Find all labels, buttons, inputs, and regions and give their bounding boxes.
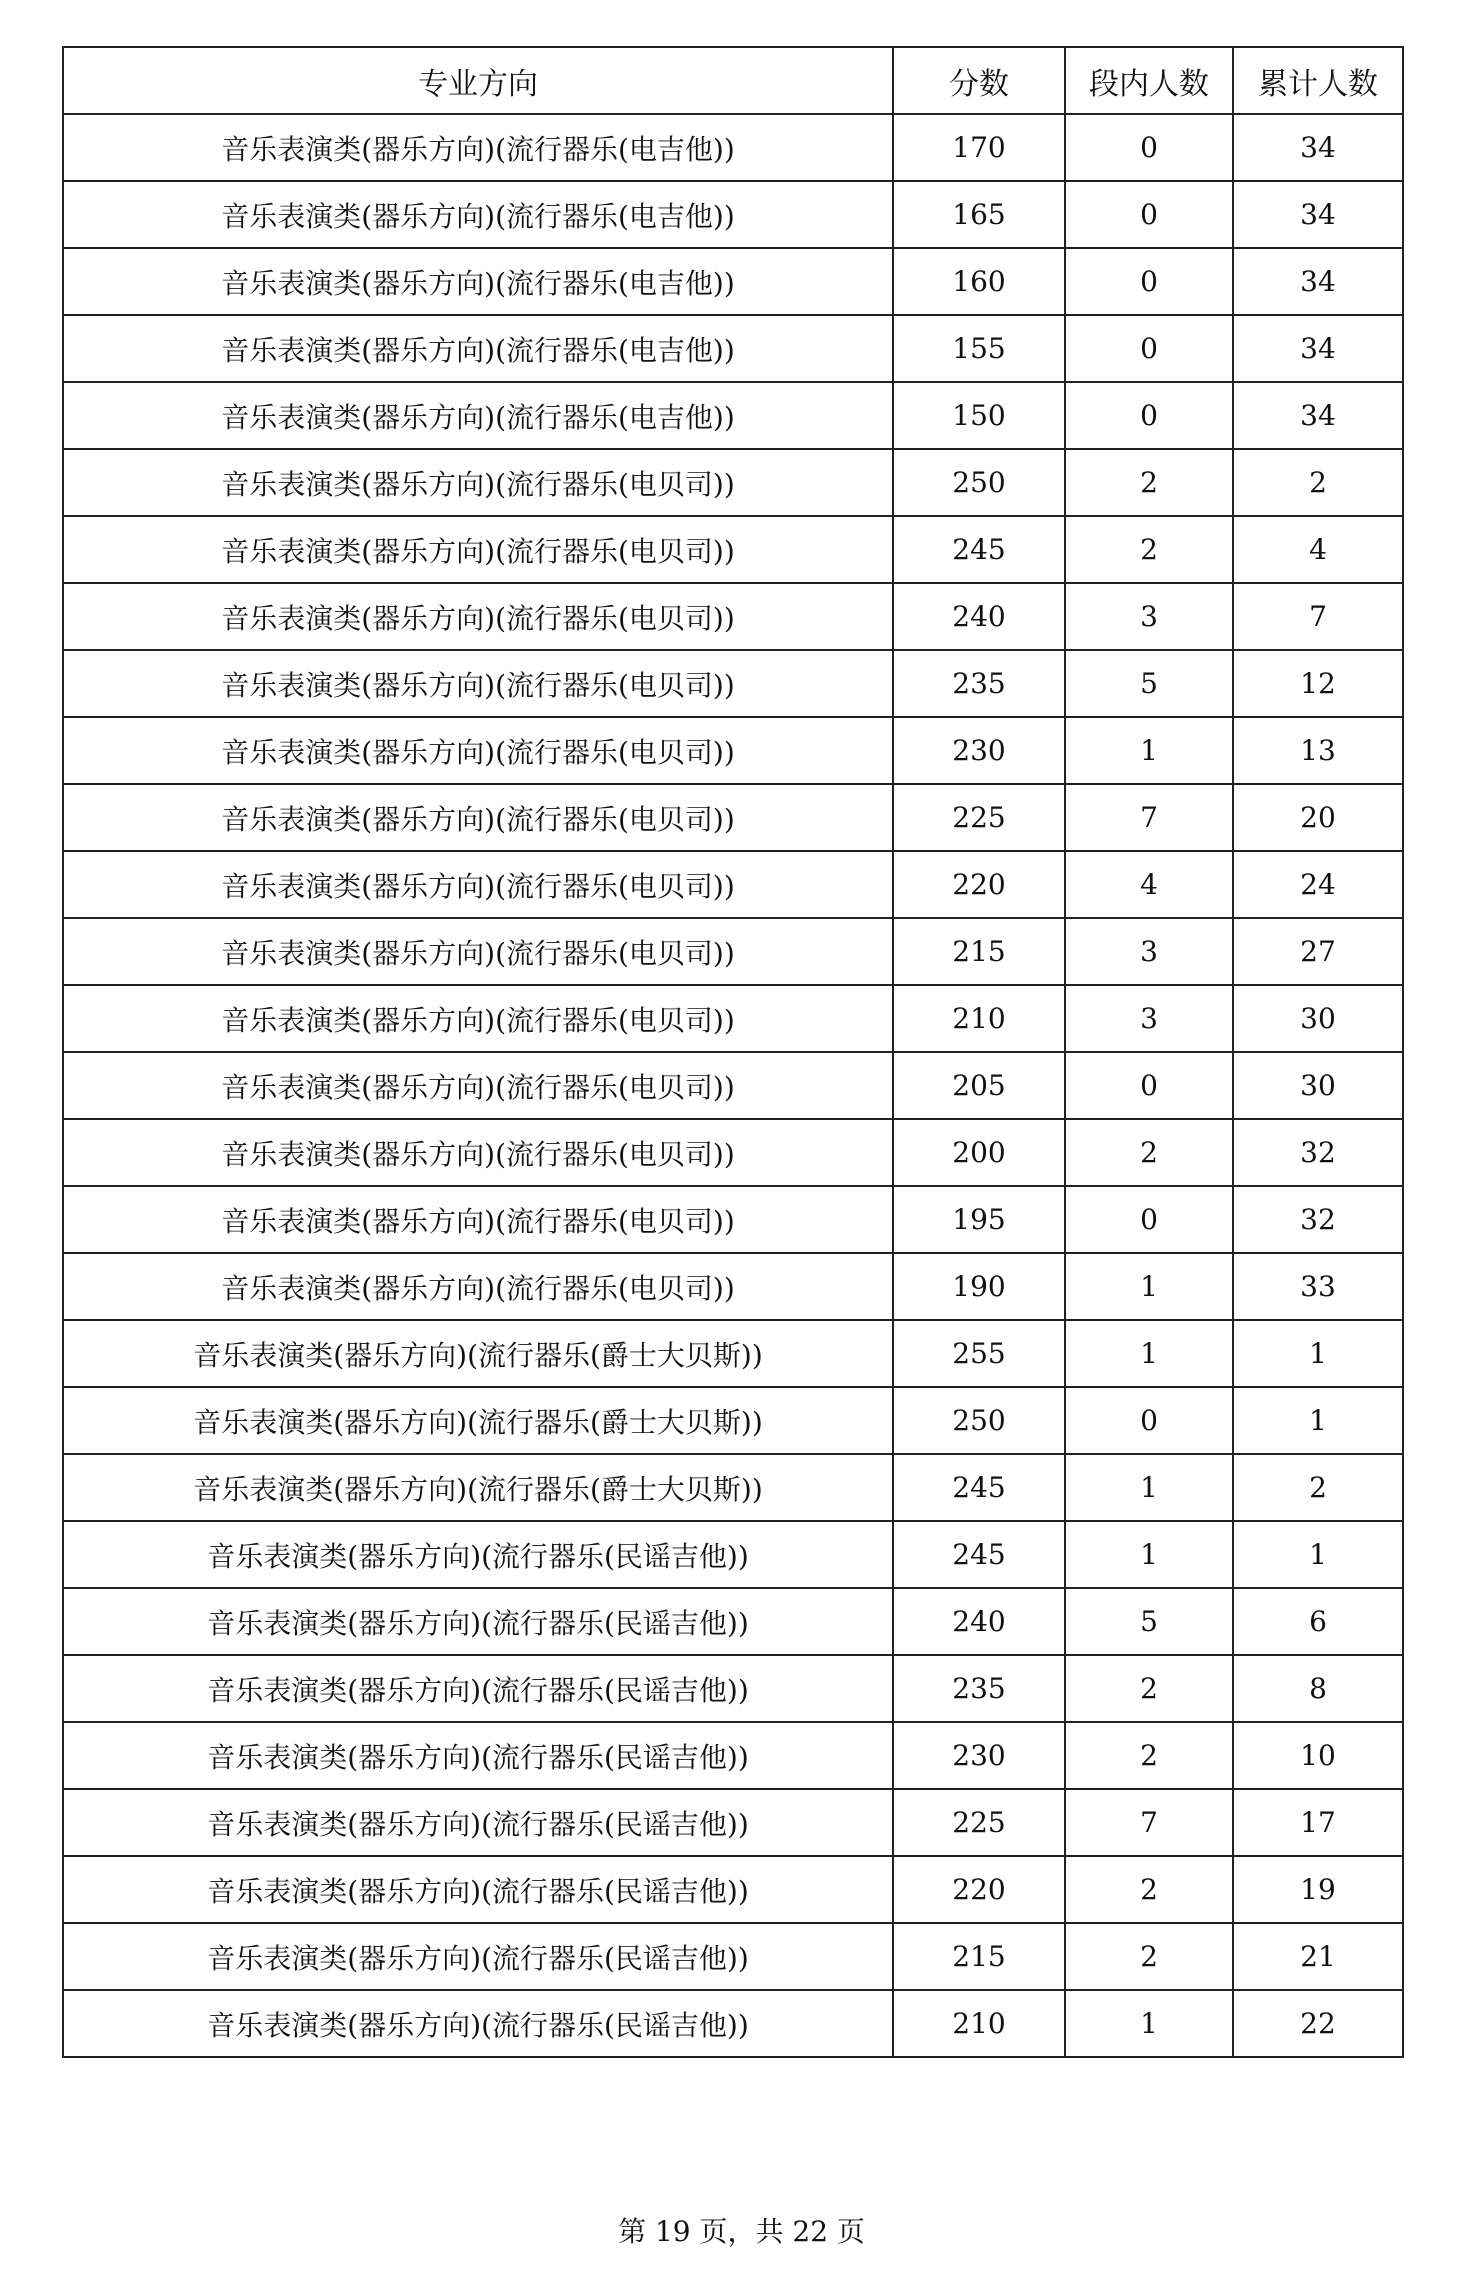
- cell-segment-count: 0: [1065, 315, 1233, 382]
- cell-cumulative-count: 30: [1233, 1052, 1403, 1119]
- table-row: [63, 248, 1403, 315]
- cell-major-direction: 音乐表演类(器乐方向)(流行器乐(电贝司)): [63, 717, 893, 784]
- table-row: [63, 1253, 1403, 1320]
- cell-major-direction: 音乐表演类(器乐方向)(流行器乐(电贝司)): [63, 784, 893, 851]
- cell-segment-count: 2: [1065, 449, 1233, 516]
- cell-major-direction: 音乐表演类(器乐方向)(流行器乐(民谣吉他)): [63, 1655, 893, 1722]
- table-row: [63, 1856, 1403, 1923]
- table-row: [63, 1320, 1403, 1387]
- cell-score: 240: [893, 1588, 1065, 1655]
- cell-major-direction: 音乐表演类(器乐方向)(流行器乐(电贝司)): [63, 650, 893, 717]
- cell-score: 155: [893, 315, 1065, 382]
- cell-score: 210: [893, 985, 1065, 1052]
- cell-segment-count: 2: [1065, 1856, 1233, 1923]
- table-row: [63, 918, 1403, 985]
- cell-cumulative-count: 4: [1233, 516, 1403, 583]
- cell-segment-count: 1: [1065, 1990, 1233, 2057]
- cell-cumulative-count: 34: [1233, 315, 1403, 382]
- table-row: [63, 1186, 1403, 1253]
- cell-major-direction: 音乐表演类(器乐方向)(流行器乐(电吉他)): [63, 382, 893, 449]
- cell-cumulative-count: 32: [1233, 1119, 1403, 1186]
- cell-segment-count: 3: [1065, 985, 1233, 1052]
- cell-cumulative-count: 1: [1233, 1387, 1403, 1454]
- cell-major-direction: 音乐表演类(器乐方向)(流行器乐(爵士大贝斯)): [63, 1387, 893, 1454]
- cell-score: 220: [893, 851, 1065, 918]
- table-row: [63, 1789, 1403, 1856]
- cell-cumulative-count: 24: [1233, 851, 1403, 918]
- cell-segment-count: 3: [1065, 583, 1233, 650]
- cell-segment-count: 0: [1065, 1052, 1233, 1119]
- cell-major-direction: 音乐表演类(器乐方向)(流行器乐(民谣吉他)): [63, 1521, 893, 1588]
- cell-cumulative-count: 33: [1233, 1253, 1403, 1320]
- header-score: 分数: [893, 47, 1065, 114]
- table-row: [63, 1387, 1403, 1454]
- cell-score: 235: [893, 1655, 1065, 1722]
- cell-score: 250: [893, 449, 1065, 516]
- table-row: [63, 516, 1403, 583]
- cell-segment-count: 2: [1065, 516, 1233, 583]
- cell-segment-count: 0: [1065, 1387, 1233, 1454]
- cell-segment-count: 1: [1065, 1253, 1233, 1320]
- table-row: [63, 1923, 1403, 1990]
- cell-cumulative-count: 21: [1233, 1923, 1403, 1990]
- cell-major-direction: 音乐表演类(器乐方向)(流行器乐(电贝司)): [63, 985, 893, 1052]
- cell-major-direction: 音乐表演类(器乐方向)(流行器乐(民谣吉他)): [63, 1923, 893, 1990]
- cell-segment-count: 0: [1065, 248, 1233, 315]
- cell-major-direction: 音乐表演类(器乐方向)(流行器乐(电贝司)): [63, 583, 893, 650]
- cell-score: 190: [893, 1253, 1065, 1320]
- table-row: [63, 1722, 1403, 1789]
- table-row: [63, 851, 1403, 918]
- cell-score: 210: [893, 1990, 1065, 2057]
- cell-major-direction: 音乐表演类(器乐方向)(流行器乐(民谣吉他)): [63, 1588, 893, 1655]
- cell-major-direction: 音乐表演类(器乐方向)(流行器乐(电贝司)): [63, 918, 893, 985]
- table-row: [63, 717, 1403, 784]
- cell-cumulative-count: 6: [1233, 1588, 1403, 1655]
- cell-score: 220: [893, 1856, 1065, 1923]
- cell-score: 230: [893, 717, 1065, 784]
- table-row: [63, 1588, 1403, 1655]
- table-row: [63, 382, 1403, 449]
- table-row: [63, 449, 1403, 516]
- table-row: [63, 985, 1403, 1052]
- cell-cumulative-count: 13: [1233, 717, 1403, 784]
- cell-cumulative-count: 8: [1233, 1655, 1403, 1722]
- cell-cumulative-count: 34: [1233, 382, 1403, 449]
- cell-score: 245: [893, 516, 1065, 583]
- cell-major-direction: 音乐表演类(器乐方向)(流行器乐(电吉他)): [63, 181, 893, 248]
- cell-cumulative-count: 17: [1233, 1789, 1403, 1856]
- cell-major-direction: 音乐表演类(器乐方向)(流行器乐(爵士大贝斯)): [63, 1320, 893, 1387]
- cell-score: 235: [893, 650, 1065, 717]
- cell-score: 170: [893, 114, 1065, 181]
- cell-segment-count: 2: [1065, 1119, 1233, 1186]
- cell-segment-count: 7: [1065, 1789, 1233, 1856]
- header-cumulative-count: 累计人数: [1233, 47, 1403, 114]
- cell-segment-count: 7: [1065, 784, 1233, 851]
- cell-cumulative-count: 34: [1233, 114, 1403, 181]
- cell-score: 250: [893, 1387, 1065, 1454]
- score-table: [62, 46, 1404, 2058]
- cell-cumulative-count: 34: [1233, 181, 1403, 248]
- cell-major-direction: 音乐表演类(器乐方向)(流行器乐(爵士大贝斯)): [63, 1454, 893, 1521]
- table-row: [63, 1521, 1403, 1588]
- cell-major-direction: 音乐表演类(器乐方向)(流行器乐(电贝司)): [63, 449, 893, 516]
- cell-score: 150: [893, 382, 1065, 449]
- cell-score: 205: [893, 1052, 1065, 1119]
- cell-cumulative-count: 1: [1233, 1521, 1403, 1588]
- cell-score: 245: [893, 1521, 1065, 1588]
- cell-segment-count: 3: [1065, 918, 1233, 985]
- cell-score: 160: [893, 248, 1065, 315]
- cell-segment-count: 2: [1065, 1655, 1233, 1722]
- cell-segment-count: 0: [1065, 114, 1233, 181]
- cell-cumulative-count: 12: [1233, 650, 1403, 717]
- cell-segment-count: 1: [1065, 717, 1233, 784]
- table-row: [63, 114, 1403, 181]
- table-row: [63, 1655, 1403, 1722]
- cell-segment-count: 5: [1065, 1588, 1233, 1655]
- table-row: [63, 650, 1403, 717]
- cell-cumulative-count: 1: [1233, 1320, 1403, 1387]
- table-body: [63, 114, 1403, 2057]
- cell-score: 225: [893, 784, 1065, 851]
- cell-score: 255: [893, 1320, 1065, 1387]
- cell-cumulative-count: 22: [1233, 1990, 1403, 2057]
- header-row: [63, 47, 1403, 114]
- cell-major-direction: 音乐表演类(器乐方向)(流行器乐(电贝司)): [63, 1052, 893, 1119]
- cell-score: 200: [893, 1119, 1065, 1186]
- cell-major-direction: 音乐表演类(器乐方向)(流行器乐(电贝司)): [63, 1119, 893, 1186]
- cell-major-direction: 音乐表演类(器乐方向)(流行器乐(电吉他)): [63, 248, 893, 315]
- cell-cumulative-count: 19: [1233, 1856, 1403, 1923]
- cell-major-direction: 音乐表演类(器乐方向)(流行器乐(民谣吉他)): [63, 1789, 893, 1856]
- page-footer: 第 19 页，共 22 页: [618, 2215, 865, 2248]
- table-row: [63, 181, 1403, 248]
- cell-score: 195: [893, 1186, 1065, 1253]
- table-row: [63, 784, 1403, 851]
- cell-major-direction: 音乐表演类(器乐方向)(流行器乐(电贝司)): [63, 516, 893, 583]
- cell-segment-count: 4: [1065, 851, 1233, 918]
- cell-score: 240: [893, 583, 1065, 650]
- cell-score: 215: [893, 1923, 1065, 1990]
- cell-score: 245: [893, 1454, 1065, 1521]
- header-segment-count: 段内人数: [1065, 47, 1233, 114]
- cell-cumulative-count: 27: [1233, 918, 1403, 985]
- cell-segment-count: 2: [1065, 1722, 1233, 1789]
- cell-major-direction: 音乐表演类(器乐方向)(流行器乐(民谣吉他)): [63, 1856, 893, 1923]
- cell-segment-count: 0: [1065, 382, 1233, 449]
- cell-score: 230: [893, 1722, 1065, 1789]
- cell-segment-count: 0: [1065, 181, 1233, 248]
- cell-major-direction: 音乐表演类(器乐方向)(流行器乐(电吉他)): [63, 114, 893, 181]
- cell-major-direction: 音乐表演类(器乐方向)(流行器乐(电贝司)): [63, 1186, 893, 1253]
- cell-cumulative-count: 10: [1233, 1722, 1403, 1789]
- table-row: [63, 1052, 1403, 1119]
- cell-cumulative-count: 34: [1233, 248, 1403, 315]
- cell-major-direction: 音乐表演类(器乐方向)(流行器乐(电吉他)): [63, 315, 893, 382]
- cell-score: 215: [893, 918, 1065, 985]
- header-major-direction: 专业方向: [63, 47, 893, 114]
- table-row: [63, 1119, 1403, 1186]
- cell-cumulative-count: 7: [1233, 583, 1403, 650]
- cell-cumulative-count: 2: [1233, 449, 1403, 516]
- table-row: [63, 583, 1403, 650]
- cell-cumulative-count: 32: [1233, 1186, 1403, 1253]
- cell-segment-count: 1: [1065, 1454, 1233, 1521]
- cell-segment-count: 1: [1065, 1320, 1233, 1387]
- cell-major-direction: 音乐表演类(器乐方向)(流行器乐(电贝司)): [63, 851, 893, 918]
- cell-segment-count: 2: [1065, 1923, 1233, 1990]
- cell-score: 165: [893, 181, 1065, 248]
- table-row: [63, 1990, 1403, 2057]
- cell-major-direction: 音乐表演类(器乐方向)(流行器乐(民谣吉他)): [63, 1990, 893, 2057]
- cell-segment-count: 0: [1065, 1186, 1233, 1253]
- cell-cumulative-count: 2: [1233, 1454, 1403, 1521]
- cell-segment-count: 1: [1065, 1521, 1233, 1588]
- table-row: [63, 315, 1403, 382]
- cell-score: 225: [893, 1789, 1065, 1856]
- cell-segment-count: 5: [1065, 650, 1233, 717]
- cell-major-direction: 音乐表演类(器乐方向)(流行器乐(电贝司)): [63, 1253, 893, 1320]
- cell-major-direction: 音乐表演类(器乐方向)(流行器乐(民谣吉他)): [63, 1722, 893, 1789]
- cell-cumulative-count: 20: [1233, 784, 1403, 851]
- table-row: [63, 1454, 1403, 1521]
- cell-cumulative-count: 30: [1233, 985, 1403, 1052]
